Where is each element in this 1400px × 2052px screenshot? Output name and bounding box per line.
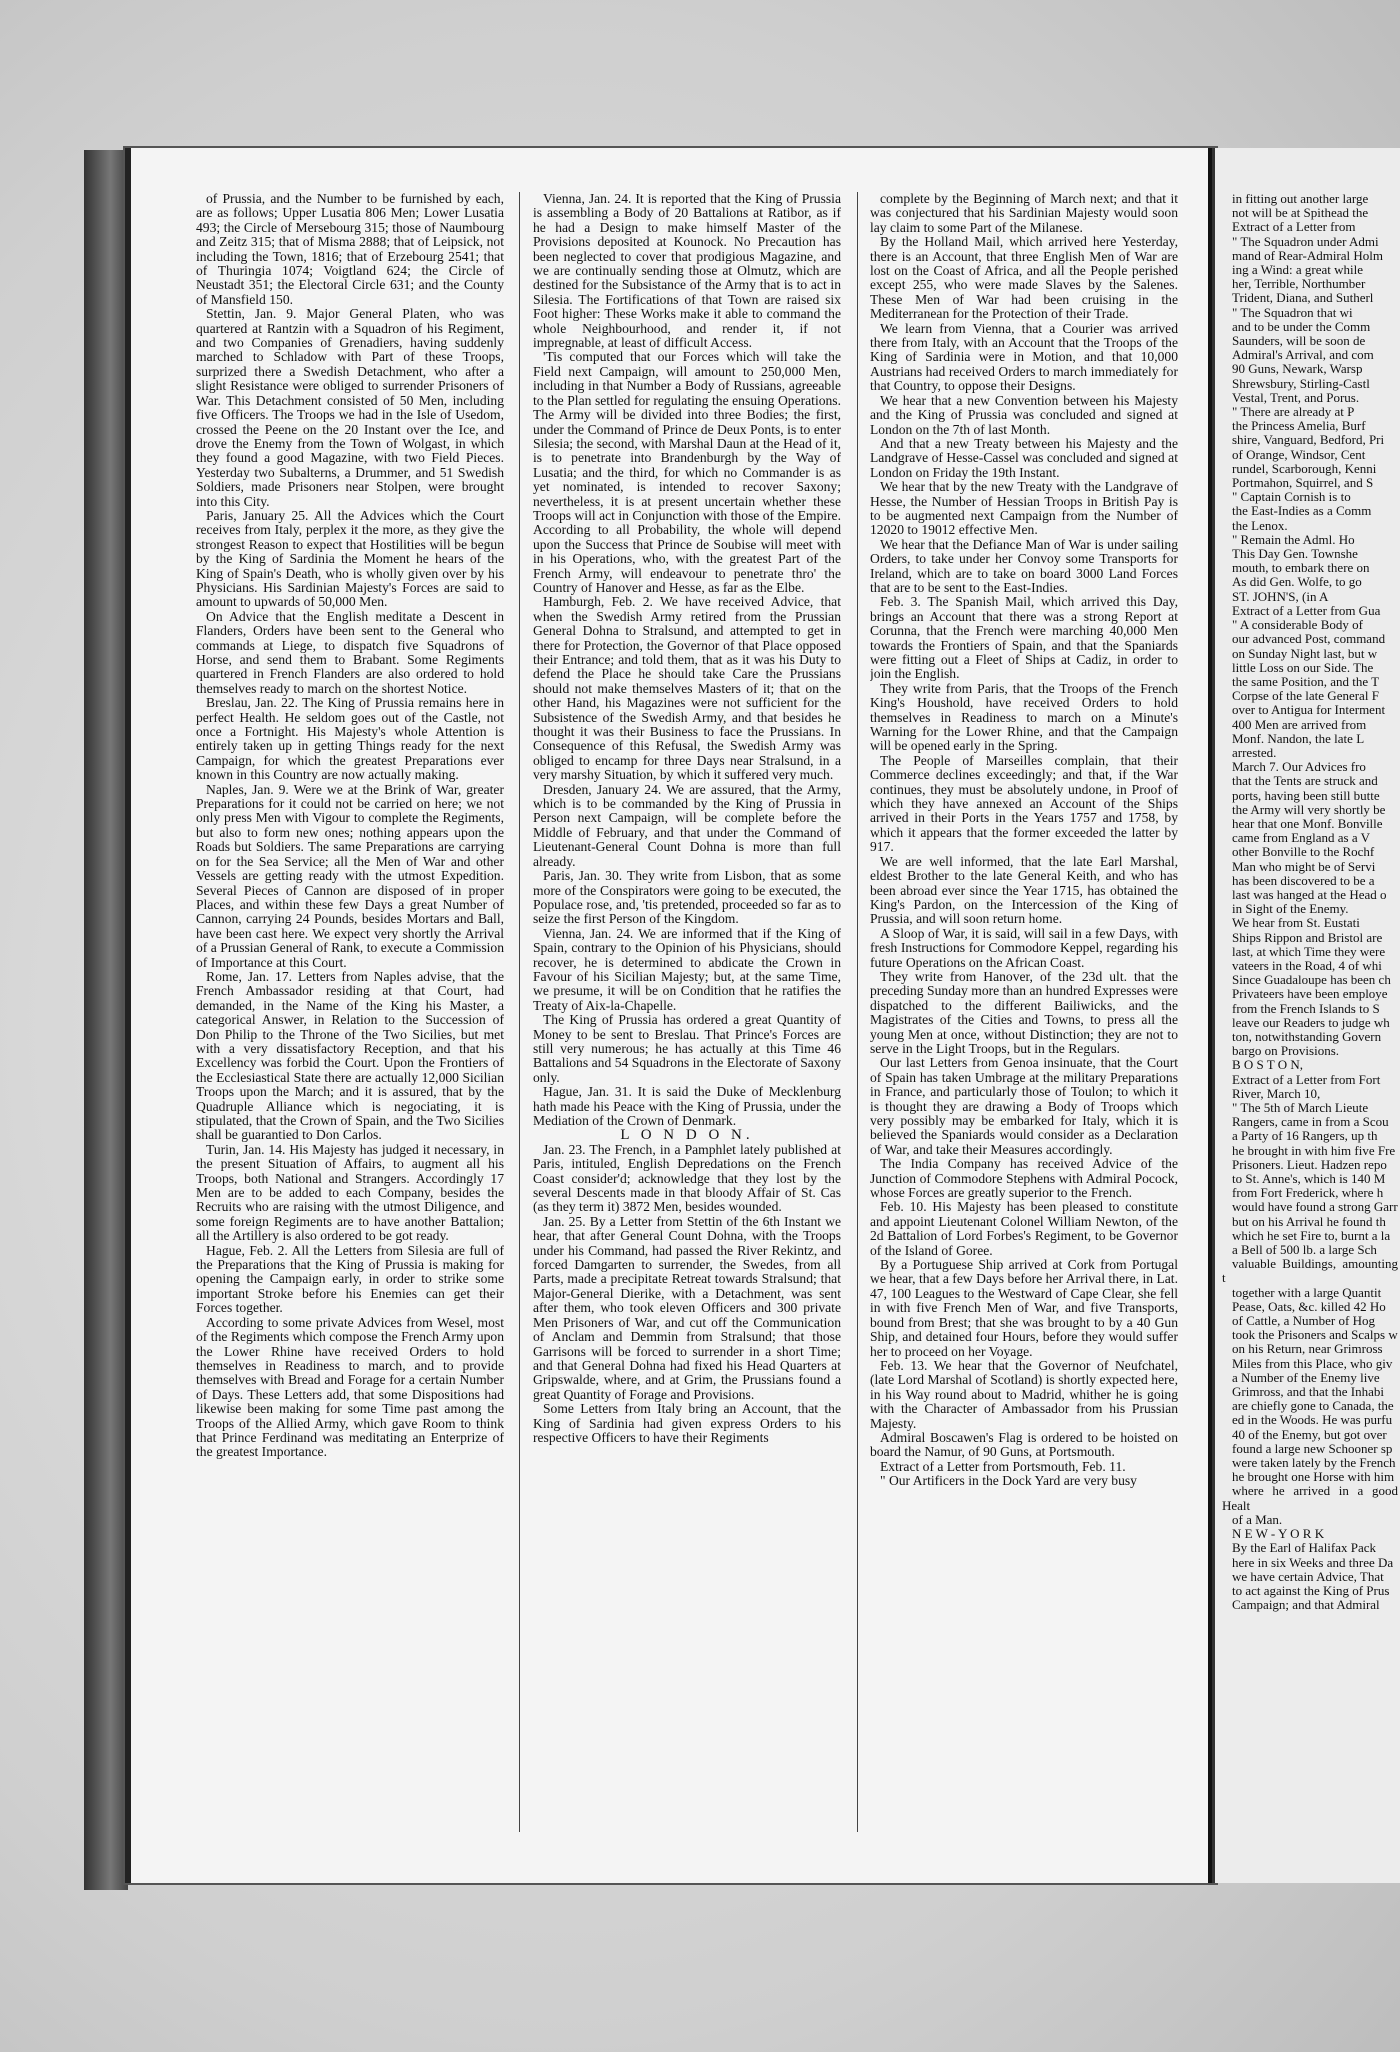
article-paragraph: hear that one Monf. Bonville bbox=[1232, 815, 1383, 831]
article-paragraph: a Bell of 500 lb. a large Sch bbox=[1232, 1242, 1377, 1258]
article-paragraph: They write from Paris, that the Troops of the French King's Houshold, have received Orders to hold themselves in Readiness to march on a Minute's Warning for the Lower Rhine, and that the Campaign will be opened early in the Spring. bbox=[870, 680, 1178, 754]
article-paragraph: Campaign; and that Admiral bbox=[1232, 1597, 1380, 1613]
article-paragraph: would have found a strong Garr bbox=[1232, 1199, 1398, 1215]
article-paragraph: Ships Rippon and Bristol are bbox=[1232, 929, 1383, 945]
article-paragraph: he brought in with him five Fre bbox=[1232, 1142, 1396, 1158]
article-paragraph: Extract of a Letter from Gua bbox=[1232, 602, 1381, 618]
article-paragraph: Prisoners. Lieut. Hadzen repo bbox=[1232, 1156, 1387, 1172]
article-paragraph: Feb. 13. We hear that the Governor of Neufchatel, (late Lord Marshal of Scotland) is shortly expected here, in his Way round about to Madrid, whither he is going with the Character of Ambassador from his Prussian Majesty. bbox=[870, 1357, 1178, 1431]
article-paragraph: As did Gen. Wolfe, to go bbox=[1232, 574, 1362, 590]
article-paragraph: Pease, Oats, &c. killed 42 Ho bbox=[1232, 1298, 1386, 1314]
article-paragraph: B O S T O N, bbox=[1232, 1057, 1304, 1073]
article-paragraph: Miles from this Place, who giv bbox=[1232, 1355, 1393, 1371]
article-paragraph: Feb. 10. His Majesty has been pleased to constitute and appoint Lieutenant Colonel William Newton, of the 2d Battalion of Lord Forbes's Regiment, to be Governor of the Island of Goree. bbox=[870, 1199, 1178, 1258]
article-paragraph: shire, Vanguard, Bedford, Pri bbox=[1232, 432, 1385, 448]
article-paragraph: Monf. Nandon, the late L bbox=[1232, 730, 1365, 746]
article-paragraph: Stettin, Jan. 9. Major General Platen, who was quartered at Rantzin with a Squadron of his Regiment, and two Companies of Grenadiers, having suddenly marched to Schladow with Part of these Troops, surprized there a Swedish Detachment, who after a slight Resistance were obliged to surrender Prisoners of War. This Detachment consisted of 50 Men, including five Officers. The Troops we had in the Isle of Usedom, crossed the Peene on the 20 Instant over the Ice, and drove the Enemy from the Town of Wolgast, in which they found a good Magazine, with two Field Pieces. Yesterday two Subalterns, a Drummer, and 51 Swedish Soldiers, made Prisoners near Stolpen, were brought into this City. bbox=[196, 306, 504, 509]
article-paragraph: ed in the Woods. He was purfu bbox=[1232, 1412, 1393, 1428]
article-paragraph: of a Man. bbox=[1232, 1511, 1283, 1527]
article-paragraph: Admiral Boscawen's Flag is ordered to be hoisted on board the Namur, of 90 Guns, at Portsmouth. bbox=[870, 1429, 1178, 1460]
article-paragraph: They write from Hanover, of the 23d ult. that the preceding Sunday more than an hundred Expresses were dispatched to the different Bailiwicks, and the Magistrates of the Cities and Towns, to press all the young Men at once, without Distinction; they are not to serve in the Light Troops, but in the Regulars. bbox=[870, 968, 1178, 1056]
article-paragraph: On Advice that the English meditate a Descent in Flanders, Orders have been sent to the General who commands at Liege, to dispatch five Squadrons of Horse, and send them to Brabant. Some Regiments quartered in French Flanders are also ordered to hold themselves ready to march on the shortest Notice. bbox=[196, 608, 504, 696]
article-paragraph: of Cattle, a Number of Hog bbox=[1232, 1313, 1375, 1329]
article-paragraph: arrested. bbox=[1232, 744, 1277, 760]
news-column-3 bbox=[870, 192, 1178, 1832]
article-paragraph: Paris, January 25. All the Advices which the Court receives from Italy, perplex it the more, as they give the strongest Reason to expect that Hostilities will be begun by the King of Sardinia the Moment he hears of the King of Spain's Death, who is wholly given over by his Physicians. His Sardinian Majesty's Forces are said to amount to upwards of 50,000 Men. bbox=[196, 507, 504, 610]
article-paragraph: Breslau, Jan. 22. The King of Prussia remains here in perfect Health. He seldom goes out of the Castle, not once a Fortnight. His Majesty's whole Attention is entirely taken up in getting Things ready for the next Campaign, for which the greatest Preparations ever known in this Country are now actually making. bbox=[196, 695, 504, 783]
article-paragraph: Saunders, will be soon de bbox=[1232, 333, 1366, 349]
article-paragraph: Since Guadaloupe has been ch bbox=[1232, 972, 1391, 988]
article-paragraph: that the Tents are struck and bbox=[1232, 773, 1378, 789]
article-paragraph: in fitting out another large bbox=[1232, 192, 1369, 206]
article-paragraph: This Day Gen. Townshe bbox=[1232, 546, 1358, 562]
article-paragraph: We hear that the Defiance Man of War is under sailing Orders, to take under her Convoy some Transports for Ireland, which are to take on board 3000 Land Forces that are to be sent to the East-Indies. bbox=[870, 536, 1178, 595]
article-paragraph: valuable Buildings, amounting t bbox=[1222, 1256, 1398, 1286]
article-paragraph: Turin, Jan. 14. His Majesty has judged it necessary, in the present Situation of Affairs, to augment all his Troops, both National and Strangers. Accordingly 17 Men are to be added to each Company, besides the Recruits who are raising with the utmost Diligence, and some foreign Regiments are to have another Battalion; all the Artillery is also ordered to be got ready. bbox=[196, 1141, 504, 1244]
article-paragraph: bargo on Provisions. bbox=[1232, 1043, 1340, 1059]
article-paragraph: Trident, Diana, and Sutherl bbox=[1232, 290, 1374, 306]
article-paragraph: little Loss on our Side. The bbox=[1232, 659, 1374, 675]
article-paragraph: " There are already at P bbox=[1232, 404, 1355, 420]
article-paragraph: Hague, Feb. 2. All the Letters from Silesia are full of the Preparations that the King of Prussia is making for opening the Campaign early, in order to strike some important Stroke before his Enemies can get their Forces together. bbox=[196, 1242, 504, 1316]
column-rule bbox=[519, 192, 520, 1832]
article-paragraph: " Remain the Adml. Ho bbox=[1232, 531, 1355, 547]
article-paragraph: other Bonville to the Rochf bbox=[1232, 844, 1375, 860]
article-paragraph: her, Terrible, Northumber bbox=[1232, 276, 1366, 292]
article-paragraph: And that a new Treaty between his Majesty and the Landgrave of Hesse-Cassel was concluded and signed at London on Friday the 19th Instant. bbox=[870, 435, 1178, 480]
article-paragraph: Naples, Jan. 9. Were we at the Brink of War, greater Preparations for it could not be carried on here; we not only press Men with Vigour to complete the Regiments, but also to form new ones; nothing appears upon the Roads but Soldiers. The same Preparations are carrying on for the Sea Service; all the Men of War and other Vessels are getting ready with the utmost Expedition. Several Pieces of Cannon are disposed of in proper Places, and within these few Days a great Number of Cannon, carrying 24 Pounds, besides Mortars and Ball, have been cast here. We expect very shortly the Arrival of a Prussian General of Rank, to execute a Commission of Importance at this Court. bbox=[196, 781, 504, 970]
article-paragraph: found a large new Schooner sp bbox=[1232, 1440, 1393, 1456]
article-paragraph: Extract of a Letter from bbox=[1232, 219, 1356, 235]
news-column-2 bbox=[533, 192, 841, 1832]
article-paragraph: Vienna, Jan. 24. We are informed that if the King of Spain, contrary to the Opinion of his Physicians, should recover, he is determined to abdicate the Crown in Favour of his Sicilian Majesty; but, at the same Time, we presume, it will be on Condition that he ratifies the Treaty of Aix-la-Chapelle. bbox=[533, 925, 841, 1013]
article-paragraph: Man who might be of Servi bbox=[1232, 858, 1376, 874]
article-paragraph: last was hanged at the Head o bbox=[1232, 886, 1387, 902]
article-paragraph: The People of Marseilles complain, that their Commerce declines exceedingly; and that, if the War continues, they must be absolutely undone, in Proof of which they have annexed an Account of the Ships arrived in their Ports in the Years 1757 and 1758, by which it appears that the former exceeded the latter by 917. bbox=[870, 752, 1178, 855]
article-paragraph: " Our Artificers in the Dock Yard are very busy bbox=[880, 1473, 1137, 1489]
section-heading: L O N D O N. bbox=[620, 1127, 754, 1144]
article-paragraph: mouth, to embark there on bbox=[1232, 560, 1370, 576]
article-paragraph: River, March 10, bbox=[1232, 1085, 1321, 1101]
article-paragraph: 40 of the Enemy, but got over bbox=[1232, 1426, 1387, 1442]
article-paragraph: were taken lately by the French bbox=[1232, 1455, 1396, 1471]
article-paragraph: took the Prisoners and Scalps w bbox=[1232, 1327, 1398, 1343]
article-paragraph: By a Portuguese Ship arrived at Cork from Portugal we hear, that a few Days before her Arrival there, in Lat. 47, 100 Leagues to the Westward of Cape Clear, she fell in with five French Men of War, and five Transports, bound from Brest; that she was brought to by a 40 Gun Ship, and detained four Hours, before they would suffer her to proceed on her Voyage. bbox=[870, 1257, 1178, 1359]
news-column-1 bbox=[196, 192, 504, 1832]
article-paragraph: together with a large Quantit bbox=[1232, 1284, 1382, 1300]
article-paragraph: We learn from Vienna, that a Courier was arrived there from Italy, with an Account that the Troops of the King of Sardinia were in Motion, and that 10,000 Austrians had received Orders to march immediately for that Country, to oppose their Designs. bbox=[870, 320, 1178, 394]
article-paragraph: from the French Islands to S bbox=[1232, 1000, 1380, 1016]
article-paragraph: Our last Letters from Genoa insinuate, that the Court of Spain has taken Umbrage at the military Preparations in France, and particularly those of Toulon; to which it is thought they are drawing a Body of Troops which very possibly may be embarked for Italy, which it is believed the Spaniards would consider as a Declaration of War, and take their Measures accordingly. bbox=[870, 1055, 1178, 1157]
article-paragraph: our advanced Post, command bbox=[1232, 631, 1386, 647]
article-paragraph: 90 Guns, Newark, Warsp bbox=[1232, 361, 1363, 377]
article-paragraph: " The Squadron under Admi bbox=[1232, 233, 1379, 249]
article-paragraph: Jan. 25. By a Letter from Stettin of the 6th Instant we hear, that after General Count Dohna, with the Troops under his Command, had passed the River Rekintz, and forced Damgarten to surrender, the Swedes, from all Parts, made a precipitate Retreat towards Stralsund; that Major-General Dierike, with a Detachment, was sent after them, who took eleven Officers and 300 private Men Prisoners of War, and cut off the Communication of Anclam and Demmin from Stralsund; that those Garrisons will be forced to surrender in a short Time; and that General Dohna had fixed his Head Quarters at Gripswalde, where, and at Grim, the Prussians found a great Quantity of Forage and Provisions. bbox=[533, 1213, 841, 1402]
article-paragraph: March 7. Our Advices fro bbox=[1232, 759, 1366, 775]
article-paragraph: 'Tis computed that our Forces which will take the Field next Campaign, will amount to 250,000 Men, including in that Number a Body of Russians, agreeable to the Plan settled for regulating the ensuing Operations. The Army will be divided into three Bodies; the first, under the Command of Prince de Deux Ponts, is to enter Silesia; the second, with Marshal Daun at the Head of it, is to penetrate into Brandenburgh by the Way of Lusatia; and the third, for which no Commander is as yet nominated, is intended to recover Saxony; nevertheless, it is at present uncertain whether these Troops will act in Conjunction with those of the Empire. According to all Probability, the whole will depend upon the Success that Prince de Soubise will meet with in his Operations, who, with the greatest Part of the French Army, will endeavour to penetrate thro' the Country of Hanover and Hesse, as far as the Elbe. bbox=[533, 349, 841, 595]
column-rule bbox=[857, 192, 858, 1832]
article-paragraph: N E W - Y O R K bbox=[1232, 1526, 1325, 1542]
article-paragraph: Paris, Jan. 30. They write from Lisbon, that as some more of the Conspirators were going to be executed, the Populace rose, and, 'tis pretended, proceeded so far as to seize the first Person of the Kingdom. bbox=[533, 868, 841, 927]
article-paragraph: to act against the King of Prus bbox=[1232, 1582, 1390, 1598]
article-paragraph: Extract of a Letter from Fort bbox=[1232, 1071, 1381, 1087]
article-paragraph: Portmahon, Squirrel, and S bbox=[1232, 475, 1374, 491]
article-paragraph: The India Company has received Advice of the Junction of Commodore Stephens with Admiral Pocock, whose Forces are greatly superior to the French. bbox=[870, 1156, 1178, 1201]
article-paragraph: According to some private Advices from Wesel, most of the Regiments which compose the French Army upon the Lower Rhine have received Orders to hold themselves in Readiness to march, and to provide themselves with Bread and Forage for a certain Number of Days. These Letters add, that some Dispositions had likewise been making for some Time past among the Troops of the Allied Army, which gave Room to think that Prince Ferdinand was meditating an Enterprize of the greatest Importance. bbox=[196, 1314, 504, 1460]
article-paragraph: ing a Wind: a great while bbox=[1232, 262, 1364, 278]
article-paragraph: a Party of 16 Rangers, up th bbox=[1232, 1128, 1378, 1144]
article-paragraph: the Princess Amelia, Burf bbox=[1232, 418, 1366, 434]
article-paragraph: but on his Arrival he found th bbox=[1232, 1213, 1386, 1229]
article-paragraph: By the Earl of Halifax Pack bbox=[1232, 1540, 1377, 1556]
article-paragraph: on Sunday Night last, but w bbox=[1232, 645, 1378, 661]
article-paragraph: Grimross, and that the Inhabi bbox=[1232, 1384, 1384, 1400]
article-paragraph: he brought one Horse with him bbox=[1232, 1469, 1395, 1485]
article-paragraph: We are well informed, that the late Earl Marshal, eldest Brother to the late General Keith, and who has been abroad ever since the Year 1715, has obtained the King's Pardon, on the Intercession of the King of Prussia, and will soon return home. bbox=[870, 853, 1178, 927]
article-paragraph: of Orange, Windsor, Cent bbox=[1232, 446, 1366, 462]
article-paragraph: " A considerable Body of bbox=[1232, 617, 1363, 633]
article-paragraph: the Army will very shortly be bbox=[1232, 801, 1386, 817]
article-paragraph: came from England as a V bbox=[1232, 830, 1371, 846]
article-paragraph: which he set Fire to, burnt a la bbox=[1232, 1227, 1391, 1243]
article-paragraph: the same Position, and the T bbox=[1232, 673, 1380, 689]
article-paragraph: The King of Prussia has ordered a great Quantity of Money to be sent to Breslau. That Prince's Forces are still very numerous; he has actually at this Time 46 Battalions and 54 Squadrons in the Electorate of Saxony only. bbox=[533, 1012, 841, 1085]
article-paragraph: on his Return, near Grimross bbox=[1232, 1341, 1383, 1357]
article-paragraph: Hague, Jan. 31. It is said the Duke of Mecklenburg hath made his Peace with the King of Prussia, under the Mediation of the Crown of Denmark. bbox=[533, 1084, 841, 1128]
article-paragraph: Corpse of the late General F bbox=[1232, 688, 1379, 704]
article-paragraph: to St. Anne's, which is 140 M bbox=[1232, 1171, 1386, 1187]
article-paragraph: We hear that by the new Treaty with the Landgrave of Hesse, the Number of Hessian Troops in British Pay is to be augmented next Campaign from the Number of 12020 to 19012 effective Men. bbox=[870, 479, 1178, 538]
article-paragraph: Admiral's Arrival, and com bbox=[1232, 347, 1374, 363]
article-paragraph: over to Antigua for Interment bbox=[1232, 702, 1386, 718]
article-paragraph: We hear that a new Convention between his Majesty and the King of Prussia was concluded and signed at London on the 7th of last Month. bbox=[870, 392, 1178, 437]
article-paragraph: Extract of a Letter from Portsmouth, Feb. 11. bbox=[880, 1458, 1126, 1474]
article-paragraph: " The Squadron that wi bbox=[1232, 304, 1353, 320]
article-paragraph: has been discovered to be a bbox=[1232, 872, 1375, 888]
article-paragraph: Jan. 23. The French, in a Pamphlet lately published at Paris, intituled, English Depredations on the French Coast consider'd; acknowledge that they lost by the several Descents made in that bloody Affair of St. Cas (as they term it) 3872 Men, besides wounded. bbox=[533, 1141, 841, 1215]
article-paragraph: mand of Rear-Admiral Holm bbox=[1232, 247, 1384, 263]
article-paragraph: ports, having been still butte bbox=[1232, 787, 1380, 803]
article-paragraph: Vestal, Trent, and Porus. bbox=[1232, 389, 1360, 405]
article-paragraph: ton, notwithstanding Govern bbox=[1232, 1028, 1382, 1044]
article-paragraph: We hear from St. Eustati bbox=[1232, 915, 1360, 931]
book-binding bbox=[84, 150, 128, 1890]
article-paragraph: vateers in the Road, 4 of whi bbox=[1232, 957, 1382, 973]
article-paragraph: Vienna, Jan. 24. It is reported that the King of Prussia is assembling a Body of 20 Battalions at Ratibor, as if he had a Design to make himself Master of the Provisions deposited at Kounock. No Precaution has been neglected to cover that prodigious Magazine, and we are continually sending those at Olmutz, which are destined for the Subsistance of the Army that is to act in Silesia. The Fortifications of that Town are raised six Foot higher: These Works make it able to command the whole Neighbourhood, and render it, if not impregnable, at least of difficult Access. bbox=[533, 192, 841, 351]
article-paragraph: we have certain Advice, That bbox=[1232, 1568, 1384, 1584]
article-paragraph: of Prussia, and the Number to be furnished by each, are as follows; Upper Lusatia 806 Men; Lower Lusatia 493; the Circle of Mersebourg 315; those of Naumbourg and Zeitz 315; that of Misma 2888; that of Leipsick, not including the Town, 1816; that of Erzebourg 2541; that of Thuringia 1074; Voigtland 624; the Circle of Neustadt 351; the Electoral Circle 631; and the County of Mansfield 150. bbox=[196, 192, 504, 307]
article-paragraph: complete by the Beginning of March next; and that it was conjectured that his Sardinian Majesty would soon lay claim to some Part of the Milanese. bbox=[870, 192, 1178, 235]
article-paragraph: the Lenox. bbox=[1232, 517, 1288, 533]
article-paragraph: the East-Indies as a Comm bbox=[1232, 503, 1372, 519]
news-column-4-cropped bbox=[1222, 192, 1398, 1832]
article-paragraph: from Fort Frederick, where h bbox=[1232, 1185, 1384, 1201]
article-paragraph: Privateers have been employe bbox=[1232, 986, 1388, 1002]
article-paragraph: in Sight of the Enemy. bbox=[1232, 901, 1349, 917]
article-paragraph: not will be at Spithead the bbox=[1232, 205, 1369, 221]
article-paragraph: a Number of the Enemy live bbox=[1232, 1369, 1380, 1385]
article-paragraph: rundel, Scarborough, Kenni bbox=[1232, 460, 1377, 476]
article-paragraph: By the Holland Mail, which arrived here Yesterday, there is an Account, that three English Men of War are lost on the Coast of Africa, and all the People perished except 255, who were made Slaves by the Salenes. These Men of War had been cruising in the Mediterranean for the Protection of their Trade. bbox=[870, 234, 1178, 322]
article-paragraph: 400 Men are arrived from bbox=[1232, 716, 1367, 732]
article-paragraph: last, at which Time they were bbox=[1232, 943, 1386, 959]
article-paragraph: Dresden, January 24. We are assured, that the Army, which is to be commanded by the King of Prussia in Person next Campaign, will be complete before the Middle of February, and that under the Command of Lieutenant-General Count Dohna is more than full already. bbox=[533, 781, 841, 869]
article-paragraph: leave our Readers to judge wh bbox=[1232, 1014, 1390, 1030]
article-paragraph: A Sloop of War, it is said, will sail in a few Days, with fresh Instructions for Commodore Keppel, regarding his future Operations on the African Coast. bbox=[870, 925, 1178, 970]
article-paragraph: here in six Weeks and three Da bbox=[1232, 1554, 1394, 1570]
article-paragraph: are chiefly gone to Canada, the bbox=[1232, 1398, 1394, 1414]
article-paragraph: where he arrived in a good Healt bbox=[1222, 1483, 1398, 1513]
article-paragraph: Hamburgh, Feb. 2. We have received Advice, that when the Swedish Army retired from the Prussian General Dohna to Stralsund, and attempted to get in there for Protection, the Governor of that Place opposed their Entrance; and told them, that as it was his Duty to defend the Place he should take Care the Prussians should not make themselves Masters of it; that on the other Hand, his Magazines were not sufficient for the Subsistence of the Swedish Army, and that besides he thought it was their Business to face the Prussians. In Consequence of this Refusal, the Swedish Army was obliged to encamp for three Days near Stralsund, in a very marshy Situation, by which it suffered very much. bbox=[533, 594, 841, 783]
article-paragraph: Rangers, came in from a Scou bbox=[1232, 1114, 1389, 1130]
article-paragraph: Shrewsbury, Stirling-Castl bbox=[1232, 375, 1370, 391]
article-paragraph: and to be under the Comm bbox=[1232, 318, 1371, 334]
article-paragraph: Feb. 3. The Spanish Mail, which arrived this Day, brings an Account that there was a strong Report at Corunna, that the French were marching 40,000 Men towards the Frontiers of Spain, and that the Spaniards were fitting out a Fleet of Ships at Cadiz, in order to join the English. bbox=[870, 594, 1178, 682]
article-paragraph: " Captain Cornish is to bbox=[1232, 489, 1351, 505]
article-paragraph: " The 5th of March Lieute bbox=[1232, 1100, 1369, 1115]
article-paragraph: Some Letters from Italy bring an Account, that the King of Sardinia had given express Orders to his respective Officers to have their Regiments bbox=[533, 1401, 841, 1445]
article-paragraph: Rome, Jan. 17. Letters from Naples advise, that the French Ambassador residing at that Court, had demanded, in the Name of the King his Master, a categorical Answer, in Relation to the Succession of Don Philip to the Throne of the Two Sicilies, but met with a very dissatisfactory Reception, and that his Excellency was forbid the Court. Upon the Frontiers of the Ecclesiastical State there are actually 12,000 Sicilian Troops upon the March; and it is assured, that by the Quadruple Alliance which is negociating, it is stipulated, that the Crown of Spain, and the Two Sicilies shall be guarantied to Don Carlos. bbox=[196, 968, 504, 1143]
article-paragraph: ST. JOHN'S, (in A bbox=[1232, 588, 1329, 604]
